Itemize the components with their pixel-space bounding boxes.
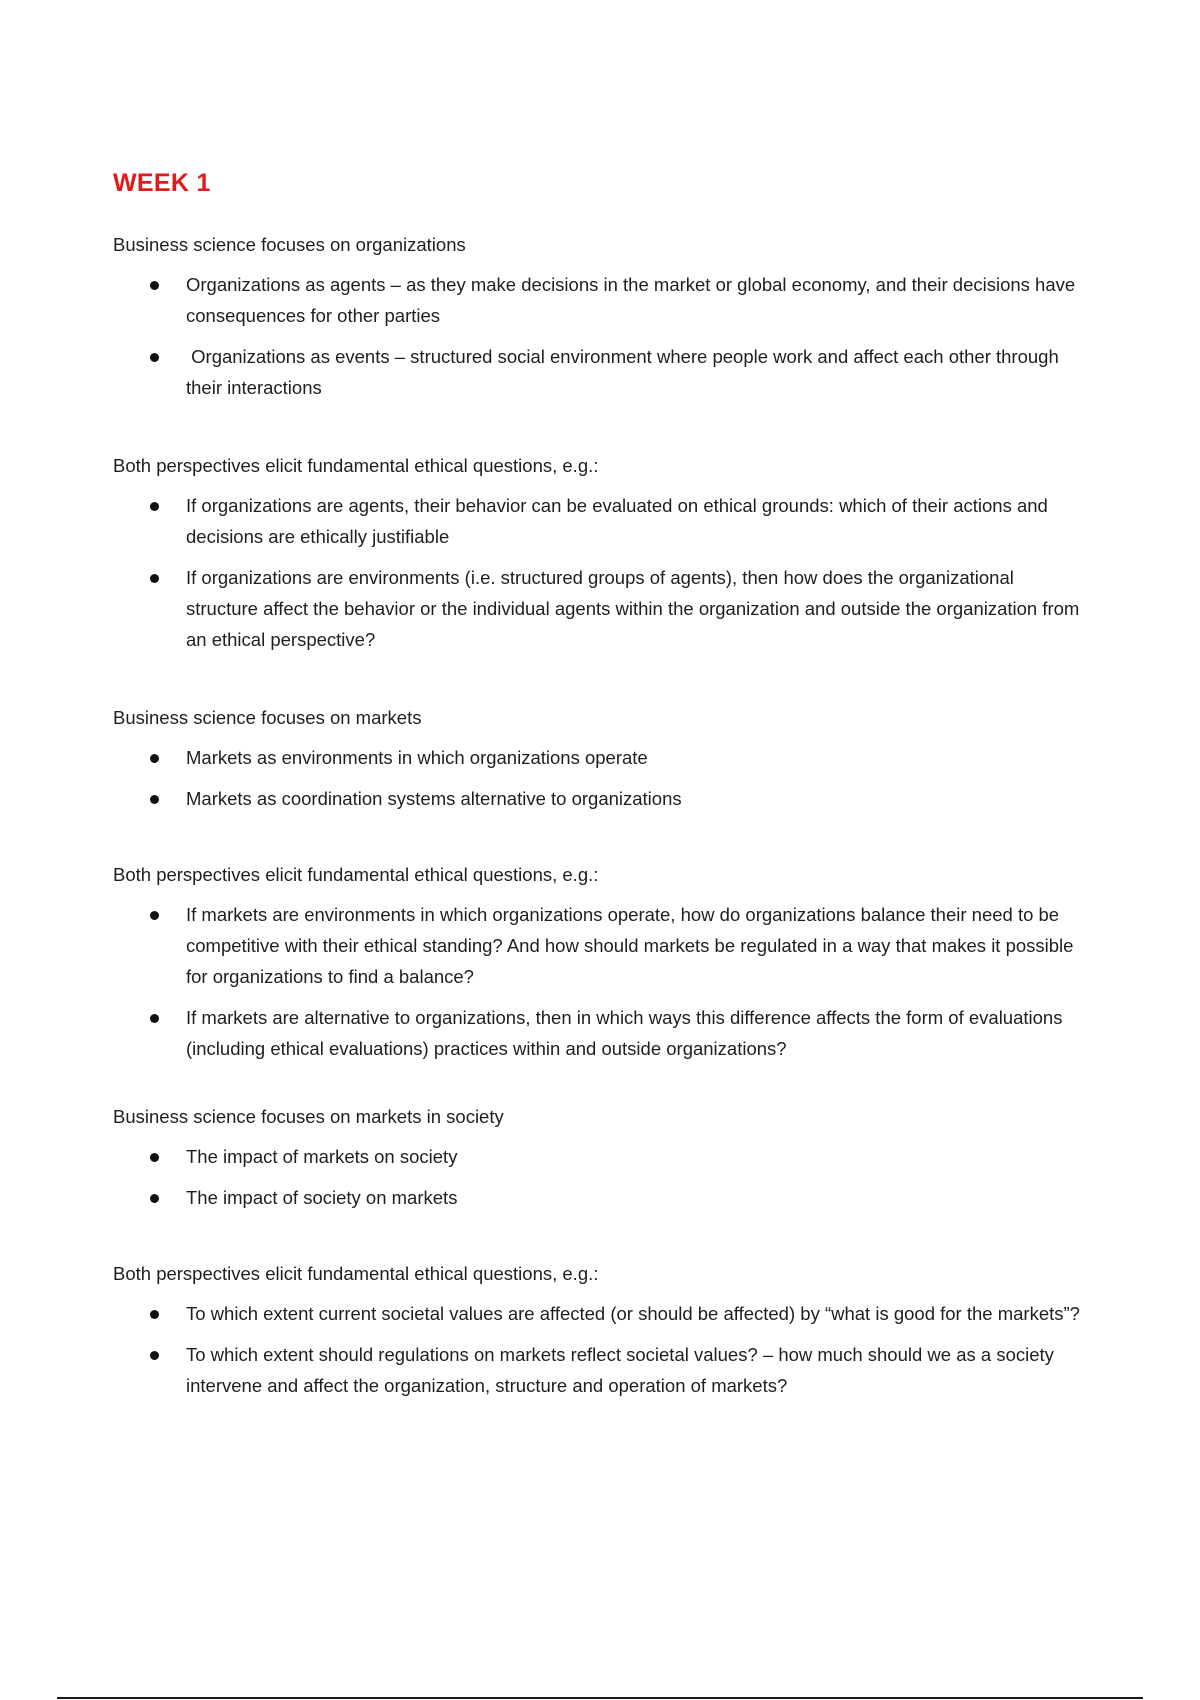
bullet-list: [113, 269, 1083, 403]
list-item: [113, 269, 1083, 331]
page-title: WEEK 1: [113, 169, 211, 197]
list-item-text: If organizations are agents, their behavior can be evaluated on ethical grounds: which of their actions and decisions are ethically justifiable: [186, 495, 1048, 547]
section-intro: Business science focuses on markets: [113, 707, 422, 728]
list-item-text: If organizations are environments (i.e. structured groups of agents), then how does the organizational structure affect the behavior or the individual agents within the organization and outside the organization from an ethical perspective?: [186, 567, 1080, 650]
section-intro: Business science focuses on markets in society: [113, 1106, 504, 1127]
bullet-list: [113, 1141, 1083, 1213]
bullet-icon: [150, 1014, 159, 1023]
bullet-icon: [150, 1153, 159, 1162]
list-item-text: The impact of markets on society: [186, 1146, 458, 1167]
bullet-list: [113, 490, 1083, 655]
section-markets: [113, 705, 1083, 814]
bullet-icon: [150, 754, 159, 763]
bullet-icon: [150, 1351, 159, 1360]
list-item: [113, 1298, 1083, 1329]
list-item-text: To which extent should regulations on markets reflect societal values? – how much should we as a society intervene and affect the organization, structure and operation of markets?: [186, 1344, 1054, 1396]
bullet-icon: [150, 1310, 159, 1319]
list-item-text: If markets are environments in which organizations operate, how do organizations balance their need to be competitive with their ethical standing? And how should markets be regulated in a way that makes it possible for organizations to find a balance?: [186, 904, 1074, 987]
bullet-icon: [150, 502, 159, 511]
section-intro: Business science focuses on organizations: [113, 234, 466, 255]
list-item-text: The impact of society on markets: [186, 1187, 458, 1208]
list-item-text: Organizations as agents – as they make decisions in the market or global economy, and their decisions have consequences for other parties: [186, 274, 1076, 326]
bullet-icon: [150, 795, 159, 804]
document-page: [113, 168, 1083, 1411]
list-item: [113, 899, 1083, 992]
bullet-icon: [150, 1194, 159, 1203]
section-intro: Both perspectives elicit fundamental ethical questions, e.g.:: [113, 455, 599, 476]
bullet-list: [113, 899, 1083, 1064]
bullet-icon: [150, 911, 159, 920]
list-item: [113, 562, 1083, 655]
section-intro: Both perspectives elicit fundamental ethical questions, e.g.:: [113, 864, 599, 885]
list-item-text: Markets as environments in which organizations operate: [186, 747, 648, 768]
list-item: [113, 1182, 1083, 1213]
bullet-icon: [150, 574, 159, 583]
list-item: [113, 490, 1083, 552]
section-ethics-organizations: [113, 453, 1083, 655]
section-ethics-society: [113, 1261, 1083, 1401]
list-item-text: Organizations as events – structured social environment where people work and affect each other through their interactions: [186, 346, 1064, 398]
bullet-icon: [150, 353, 159, 362]
list-item-text: If markets are alternative to organizations, then in which ways this difference affects the form of evaluations (including ethical evaluations) practices within and outside organizations?: [186, 1007, 1063, 1059]
footer-divider: [57, 1697, 1143, 1699]
section-markets-society: [113, 1104, 1083, 1213]
bullet-list: [113, 742, 1083, 814]
list-item: [113, 1339, 1083, 1401]
section-organizations: [113, 232, 1083, 403]
list-item-text: Markets as coordination systems alternative to organizations: [186, 788, 682, 809]
section-intro: Both perspectives elicit fundamental ethical questions, e.g.:: [113, 1263, 599, 1284]
section-ethics-markets: [113, 862, 1083, 1064]
bullet-list: [113, 1298, 1083, 1401]
list-item: [113, 783, 1083, 814]
list-item-text: To which extent current societal values are affected (or should be affected) by “what is good for the markets”?: [186, 1303, 1080, 1324]
list-item: [113, 1141, 1083, 1172]
list-item: [113, 742, 1083, 773]
list-item: [113, 1002, 1083, 1064]
bullet-icon: [150, 281, 159, 290]
list-item: [113, 341, 1083, 403]
